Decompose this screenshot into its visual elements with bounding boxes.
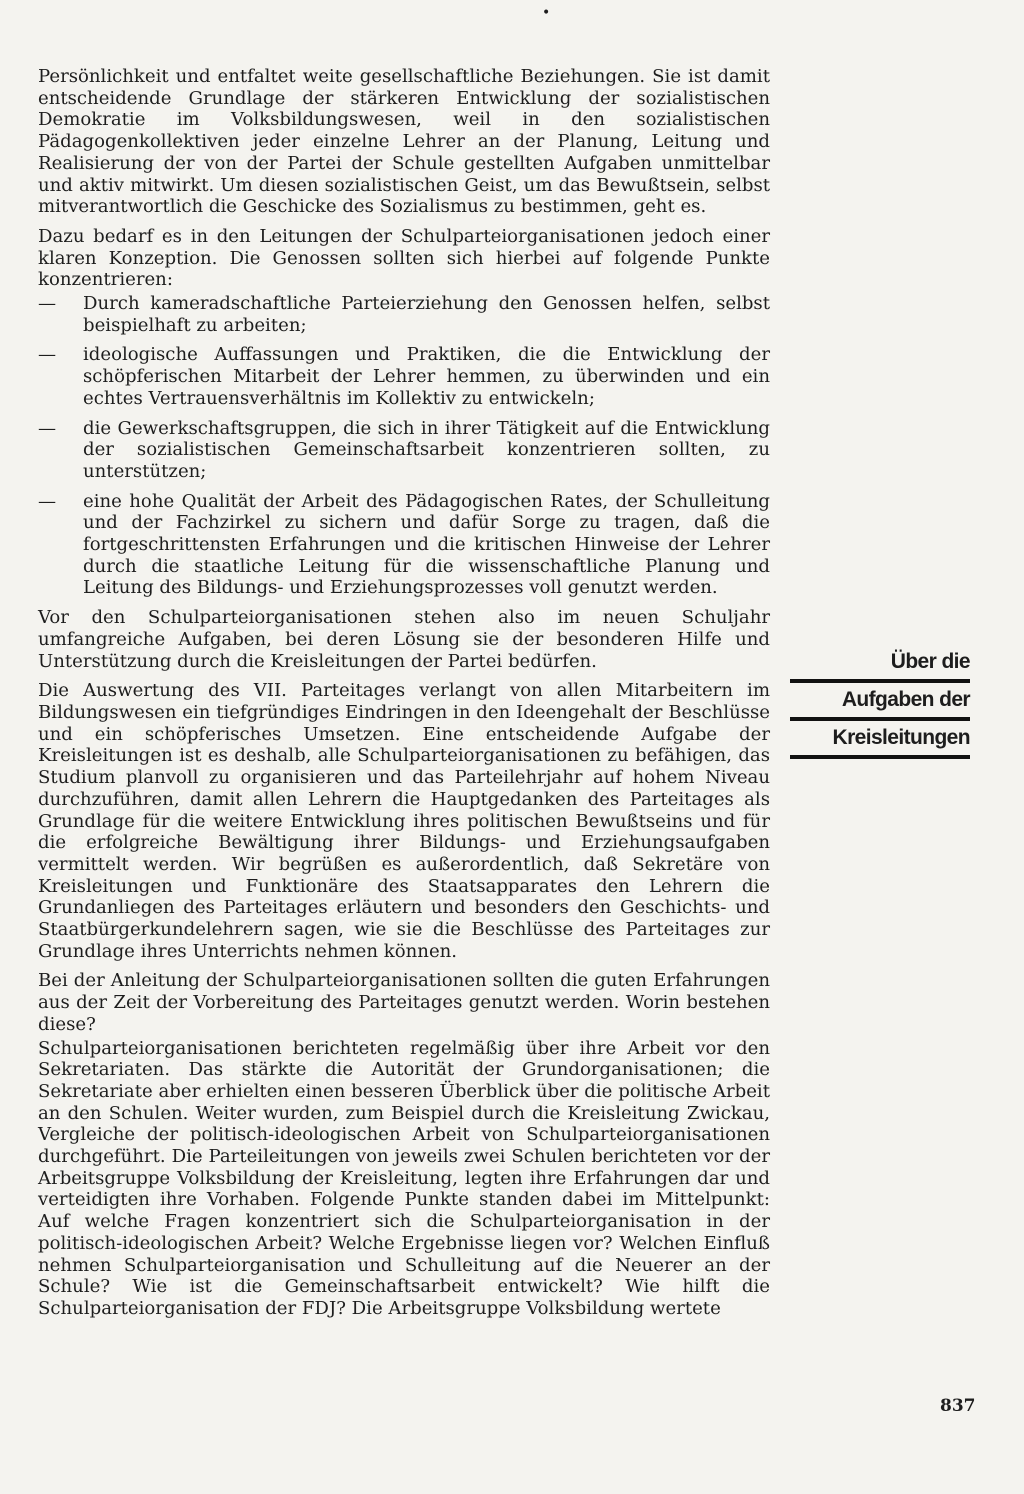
sidebar-rule — [790, 755, 970, 759]
main-text-column — [38, 66, 770, 1328]
bullet-item-4 — [38, 491, 770, 600]
bullet-dash: — — [38, 417, 57, 439]
sidebar-heading-line-2: Aufgaben der — [841, 688, 970, 711]
bullet-item-2 — [38, 344, 770, 409]
bullet-dash: — — [38, 490, 57, 512]
top-mark: • — [542, 5, 551, 21]
paragraph-3: Vor den Schulparteiorganisationen stehen also im neuen Schuljahr umfangreiche Aufgaben, bei deren Lösung sie der besonderen Hilfe und Unterstützung durch die Kreisleitungen der Partei bedürfen. — [38, 607, 770, 672]
bullet-item-1 — [38, 293, 770, 336]
paragraph-2: Dazu bedarf es in den Leitungen der Schulparteiorganisationen jedoch einer klaren Konzeption. Die Genossen sollten sich hierbei auf folgende Punkte konzentrieren: — [38, 225, 770, 291]
bullet-list — [38, 293, 770, 599]
sidebar-heading-line-1: Über die — [890, 650, 970, 673]
sidebar-rule — [790, 717, 970, 721]
sidebar-heading — [790, 648, 970, 762]
bullet-text: ideologische Auffassungen und Praktiken, die die Entwicklung der schöpferischen Mitarbeit der Lehrer hemmen, zu überwinden und ein echtes Vertrauensverhältnis im Kollektiv zu entwickeln; — [83, 344, 770, 409]
paragraph-5: Bei der Anleitung der Schulparteiorganisationen sollten die guten Erfahrungen aus der Zeit der Vorbereitung des Parteitages genutzt werden. Worin bestehen diese? — [38, 970, 770, 1035]
paragraph-1: Persönlichkeit und entfaltet weite gesellschaftliche Beziehungen. Sie ist damit entscheidende Grundlage der stärkeren Entwicklung der sozialistischen Demokratie im Volksbildungswesen, weil in den sozialistischen Pädagogenkollektiven jeder einzelne Lehrer an der Planung, Leitung und Realisierung der von der Partei der Schule gestellten Aufgaben unmittelbar und aktiv mitwirkt. Um diesen sozialistischen Geist, um das Bewußtsein, selbst mitverantwortlich die Geschicke des Sozialismus zu bestimmen, geht es. — [38, 66, 770, 218]
page-number: 837 — [940, 1396, 976, 1416]
bullet-text: Durch kameradschaftliche Parteierziehung den Genossen helfen, selbst beispielhaft zu arbeiten; — [83, 293, 770, 336]
sidebar-heading-line-3: Kreisleitungen — [832, 726, 970, 749]
paragraph-6: Schulparteiorganisationen berichteten regelmäßig über ihre Arbeit vor den Sekretariaten. Das stärkte die Autorität der Grundorganisationen; die Sekretariate aber erhielten einen besseren Überblick über die politische Arbeit an den Schulen. Weiter wurden, zum Beispiel durch die Kreisleitung Zwickau, Vergleiche der politisch-ideologischen Arbeit von Schulparteiorganisationen durchgeführt. Die Parteileitungen von jeweils zwei Schulen berichteten vor der Arbeitsgruppe Volksbildung der Kreisleitung, legten ihre Erfahrungen dar und verteidigten ihre Vorhaben. Folgende Punkte standen dabei im Mittelpunkt: Auf welche Fragen konzentriert sich die Schulparteiorganisation in der politisch-ideologischen Arbeit? Welche Ergebnisse liegen vor? Welchen Einfluß nehmen Schulparteiorganisation und Schulleitung auf die Neuerer an der Schule? Wie ist die Gemeinschaftsarbeit entwickelt? Wie hilft die Schulparteiorganisation der FDJ? Die Arbeitsgruppe Volksbildung wertete — [38, 1037, 770, 1319]
bullet-text: eine hohe Qualität der Arbeit des Pädagogischen Rates, der Schulleitung und der Fachzirkel zu sichern und dafür Sorge zu tragen, daß die fortgeschrittensten Erfahrungen und die kritischen Hinweise der Lehrer durch die staatliche Leitung für die wissenschaftliche Planung und Leitung des Bildungs- und Erziehungsprozesses voll genutzt werden. — [83, 490, 770, 599]
bullet-item-3 — [38, 418, 770, 483]
bullet-dash: — — [38, 344, 57, 366]
paragraph-4: Die Auswertung des VII. Parteitages verlangt von allen Mitarbeitern im Bildungswesen ein tiefgründiges Eindringen in den Ideengehalt der Beschlüsse und ein schöpferisches Umsetzen. Eine entscheidende Aufgabe der Kreisleitungen ist es deshalb, alle Schulparteiorganisationen zu befähigen, das Studium planvoll zu organisieren und das Parteilehrjahr auf hohem Niveau durchzuführen, damit allen Lehrern die Hauptgedanken des Parteitages als Grundlage für die weitere Entwicklung ihres politischen Bewußtseins und für die erfolgreiche Bewältigung ihrer Bildungs- und Erziehungsaufgaben vermittelt werden. Wir begrüßen es außerordentlich, daß Sekretäre von Kreisleitungen und Funktionäre des Staatsapparates den Lehrern die Grundanliegen des Parteitages erläutern und besonders den Geschichts- und Staatbürgerkundelehrern sagen, wie sie die Beschlüsse des Parteitages zur Grundlage ihres Unterrichts nehmen können. — [38, 680, 770, 962]
bullet-text: die Gewerkschaftsgruppen, die sich in ihrer Tätigkeit auf die Entwicklung der sozialistischen Gemeinschaftsarbeit konzentrieren sollten, zu unterstützen; — [83, 417, 770, 482]
sidebar-rule — [790, 679, 970, 683]
bullet-dash: — — [38, 293, 57, 315]
